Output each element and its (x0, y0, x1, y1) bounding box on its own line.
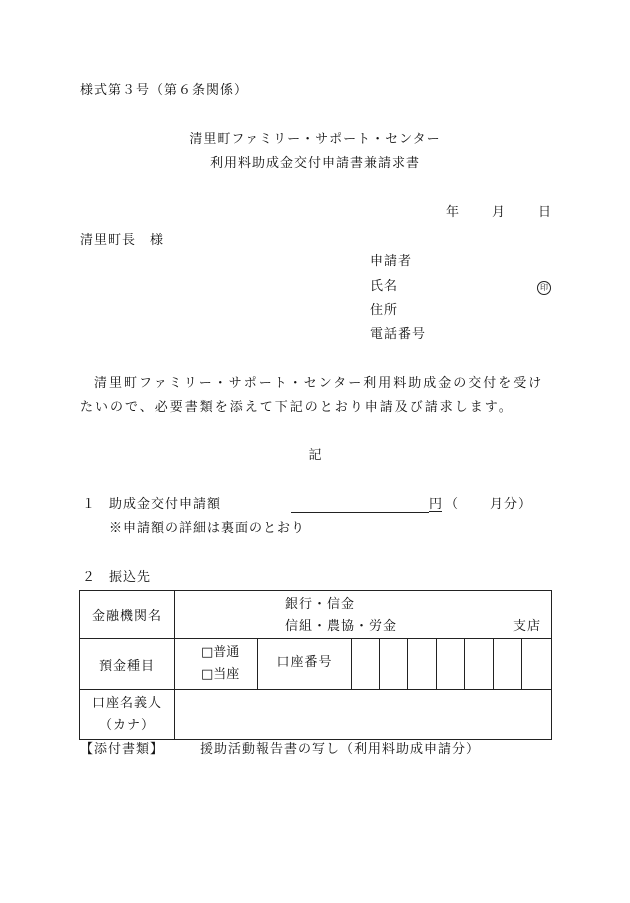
holder-label: 口座名義人 （カナ） (80, 690, 175, 740)
yen-unit: 円 (429, 497, 443, 512)
seal-mark (537, 280, 551, 295)
institution-field[interactable]: 銀行・信金 信組・農協・労金 支店 (175, 591, 552, 639)
item1-number: １ (82, 497, 96, 512)
form-title-line1: 清里町ファミリー・サポート・センター (189, 132, 441, 147)
seal-icon: 印 (537, 281, 551, 295)
account-digit-1[interactable] (352, 639, 380, 690)
form-number: 様式第３号（第６条関係） (80, 83, 249, 98)
bank-row-holder (80, 690, 552, 740)
amount-field[interactable] (291, 498, 429, 513)
addressee: 清里町長 様 (80, 233, 165, 248)
deposit-type-label: 預金種目 (80, 639, 175, 690)
applicant-address-label: 住所 (370, 303, 399, 318)
attachment-text: 援助活動報告書の写し（利用料助成申請分） (200, 742, 481, 757)
body-line2: たいので、必要書類を添えて下記のとおり申請及び請求します。 (80, 400, 514, 415)
institution-label: 金融機関名 (80, 591, 175, 639)
holder-field[interactable] (175, 690, 552, 740)
ki-heading: 記 (308, 448, 322, 463)
checkbox-current[interactable]: □当座 (201, 667, 240, 682)
account-digit-3[interactable] (408, 639, 437, 690)
account-digit-4[interactable] (437, 639, 465, 690)
item2-number: ２ (82, 570, 96, 585)
account-digit-2[interactable] (380, 639, 408, 690)
bank-row-institution (80, 591, 552, 639)
deposit-type-options[interactable] (175, 639, 258, 690)
account-digit-5[interactable] (465, 639, 494, 690)
checkbox-ordinary[interactable]: □普通 (201, 645, 240, 660)
attachment-label: 【添付書類】 (80, 742, 165, 757)
bank-transfer-table (79, 590, 552, 740)
paren-open: （ (445, 497, 459, 512)
date-day: 日 (538, 205, 552, 220)
date-year: 年 (446, 205, 460, 220)
applicant-name-label: 氏名 (370, 279, 399, 294)
account-digit-7[interactable] (522, 639, 552, 690)
month-unit: 月分） (490, 497, 533, 512)
item2-label: 振込先 (109, 570, 152, 585)
date-month: 月 (492, 205, 506, 220)
item1-note: ※申請額の詳細は裏面のとおり (109, 521, 306, 536)
applicant-phone-label: 電話番号 (370, 327, 427, 342)
branch-label: 支店 (513, 619, 542, 634)
form-title-line2: 利用料助成金交付申請書兼請求書 (209, 156, 420, 171)
applicant-heading: 申請者 (370, 254, 413, 269)
account-number-label: 口座番号 (258, 639, 352, 690)
body-line1: 清里町ファミリー・サポート・センター利用料助成金の交付を受け (94, 376, 544, 391)
item1-label: 助成金交付申請額 (109, 497, 222, 512)
bank-row-deposit (80, 639, 552, 690)
account-digit-6[interactable] (494, 639, 522, 690)
